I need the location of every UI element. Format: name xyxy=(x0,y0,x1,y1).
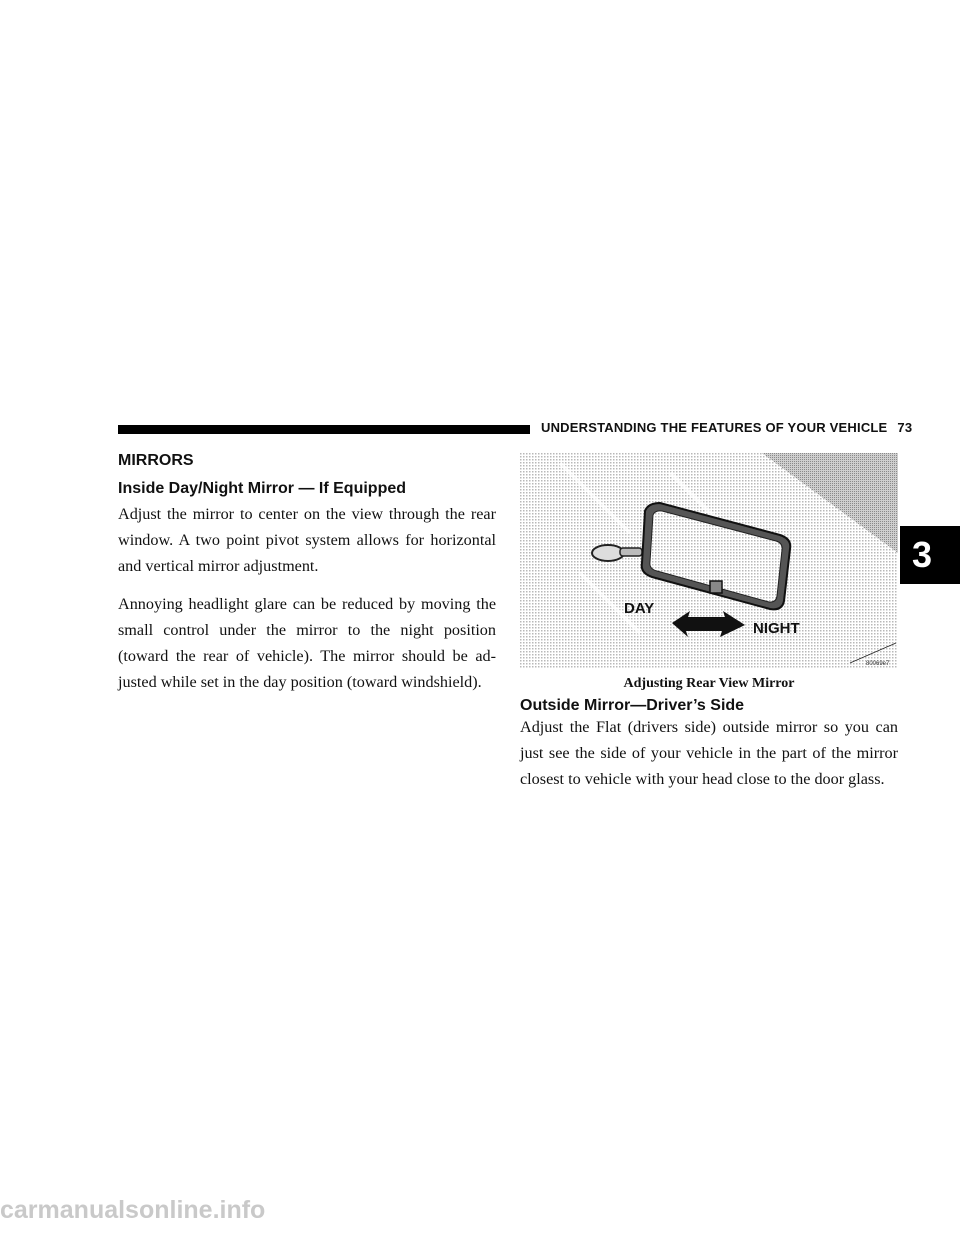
inside-mirror-heading: Inside Day/Night Mirror — If Equipped xyxy=(118,480,407,497)
running-header xyxy=(541,420,912,435)
day-label: DAY xyxy=(624,600,655,617)
figure-caption: Adjusting Rear View Mirror xyxy=(623,676,795,691)
header-rule xyxy=(118,425,530,434)
night-label: NIGHT xyxy=(753,620,800,637)
outside-mirror-heading: Outside Mirror—Driver’s Side xyxy=(520,697,745,714)
inside-mirror-paragraph-2: Annoying headlight glare can be reduced by moving the small control under the mirror to the night position (toward the rear of vehicle). The mirror should be ad-justed while set in the day position (toward windshield). xyxy=(118,595,496,691)
section-title: UNDERSTANDING THE FEATURES OF YOUR VEHICLE xyxy=(541,420,888,435)
page-number: 73 xyxy=(897,420,913,435)
chapter-number: 3 xyxy=(912,534,933,575)
watermark: carmanualsonline.info xyxy=(0,1196,266,1224)
mirrors-heading: MIRRORS xyxy=(118,452,194,469)
figure-code: 80069e7 xyxy=(866,661,890,667)
chapter-tab xyxy=(900,526,960,584)
outside-mirror-paragraph: Adjust the Flat (drivers side) outside mirror so you can just see the side of your vehicle in the part of the mirror closest to vehicle with your head close to the door glass. xyxy=(520,718,898,788)
mirror-illustration xyxy=(520,453,898,669)
rear-view-mirror-figure xyxy=(520,453,898,669)
inside-mirror-paragraph-1: Adjust the mirror to center on the view through the rear window. A two point pivot system allows for horizontal and vertical mirror adjustment. xyxy=(118,505,496,575)
